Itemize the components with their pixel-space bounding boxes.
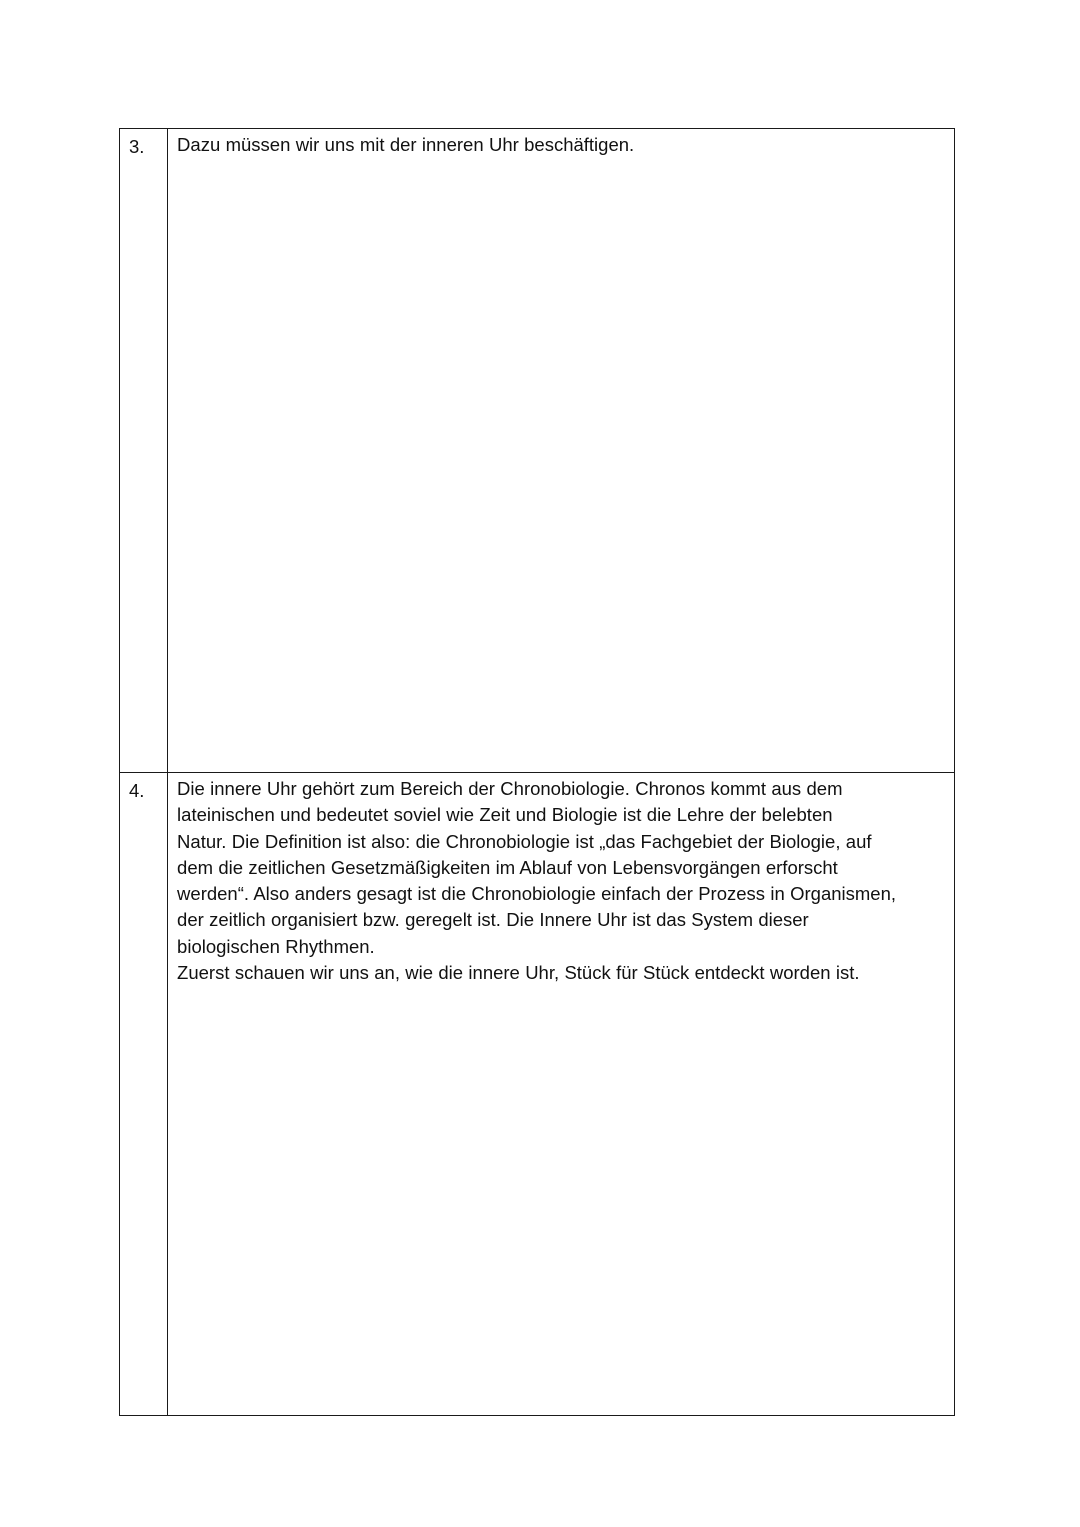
row-number-cell bbox=[120, 773, 168, 1416]
paragraph: Zuerst schauen wir uns an, wie die innere Uhr, Stück für Stück entdeckt worden ist. bbox=[177, 962, 860, 984]
row-number: 4. bbox=[129, 780, 145, 801]
table-row bbox=[120, 773, 955, 1416]
table-row bbox=[120, 129, 955, 773]
paragraph: Die innere Uhr gehört zum Bereich der Chronobiologie. Chronos kommt aus dem lateinischen und bedeutet soviel wie Zeit und Biologie ist die Lehre der belebten Natur. Die Definition ist also: die Chronobiologie ist „das Fachgebiet der Biologie, auf dem die zeitlichen Gesetzmäßigkeiten im Ablauf von Lebensvorgängen erforscht werden“. Also anders gesagt ist die Chronobiologie einfach der Prozess in Organismen, der zeitlich organisiert bzw. geregelt ist. Die Innere Uhr ist das System dieser biologischen Rhythmen. bbox=[177, 778, 897, 957]
paragraph: Dazu müssen wir uns mit der inneren Uhr beschäftigen. bbox=[177, 134, 635, 155]
row-number-cell bbox=[120, 129, 168, 773]
row-text-cell bbox=[168, 773, 955, 1416]
row-number: 3. bbox=[129, 136, 145, 157]
script-table bbox=[119, 128, 955, 1416]
row-text-cell bbox=[168, 129, 955, 773]
